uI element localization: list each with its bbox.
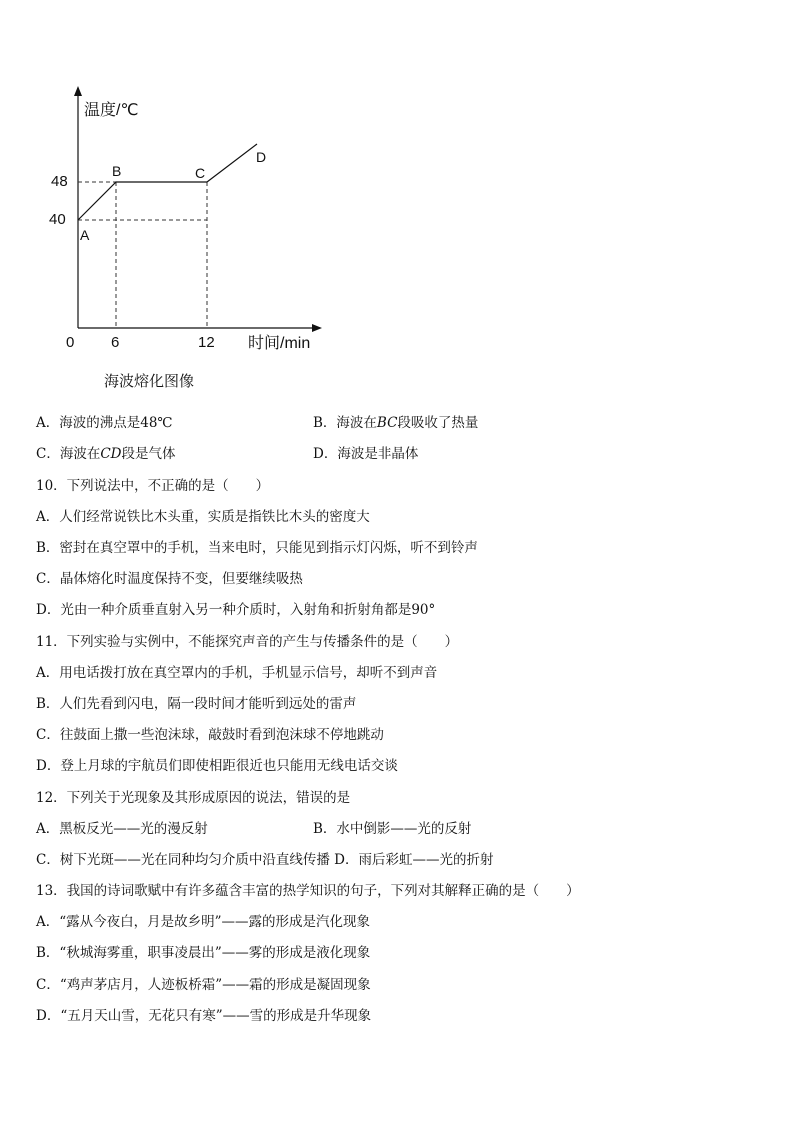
q9-option-b-pre: B．海波在 — [313, 415, 377, 431]
point-label-a: A — [80, 227, 90, 243]
y-tick-48: 48 — [51, 173, 68, 190]
q10-stem: 10．下列说法中，不正确的是（ ） — [36, 478, 270, 494]
q9-option-b-segment: BC — [376, 415, 398, 431]
melting-graph — [40, 80, 340, 360]
q9-option-b-post: 段吸收了热量 — [397, 415, 479, 431]
q11-option-c: C．往鼓面上撒一些泡沫球，敲鼓时看到泡沫球不停地跳动 — [36, 727, 384, 743]
q11-option-a: A．用电话拨打放在真空罩内的手机，手机显示信号，却听不到声音 — [36, 665, 438, 681]
x-tick-6: 6 — [111, 334, 120, 351]
q9-option-b — [313, 417, 478, 431]
x-axis-label: 时间/min — [248, 335, 311, 352]
q9-option-c-segment: CD — [100, 446, 122, 462]
q12-option-b: B．水中倒影——光的反射 — [313, 821, 472, 837]
y-tick-40: 40 — [49, 211, 66, 228]
q13-option-b: B．“秋城海雾重，职事凌晨出”——雾的形成是液化现象 — [36, 945, 371, 961]
q12-stem: 12．下列关于光现象及其形成原因的说法，错误的是 — [36, 790, 351, 806]
q9-option-c — [36, 448, 176, 462]
q9-option-c-post: 段是气体 — [121, 446, 176, 462]
q9-option-d: D．海波是非晶体 — [313, 446, 419, 462]
x-tick-12: 12 — [198, 334, 215, 351]
point-label-d: D — [256, 149, 267, 165]
q12-option-a: A．黑板反光——光的漫反射 — [36, 821, 208, 837]
q13-option-d: D．“五月天山雪，无花只有寒”——雪的形成是升华现象 — [36, 1008, 372, 1024]
q13-stem: 13．我国的诗词歌赋中有许多蕴含丰富的热学知识的句子，下列对其解释正确的是（ ） — [36, 883, 580, 899]
melting-curve — [78, 144, 257, 220]
point-label-b: B — [112, 163, 122, 179]
x-axis-arrow — [312, 324, 322, 332]
q10-option-d: D．光由一种介质垂直射入另一种介质时，入射角和折射角都是90° — [36, 602, 436, 618]
q10-option-a: A．人们经常说铁比木头重，实质是指铁比木头的密度大 — [36, 509, 370, 525]
q13-option-a: A．“露从今夜白，月是故乡明”——露的形成是汽化现象 — [36, 914, 371, 930]
q11-option-d: D．登上月球的宇航员们即使相距很近也只能用无线电话交谈 — [36, 758, 398, 774]
q11-stem: 11．下列实验与实例中，不能探究声音的产生与传播条件的是（ ） — [36, 634, 459, 650]
figure-caption: 海波熔化图像 — [104, 372, 195, 390]
origin-label: 0 — [66, 334, 75, 351]
y-axis-arrow — [74, 86, 82, 96]
q10-option-b: B．密封在真空罩中的手机，当来电时，只能见到指示灯闪烁，听不到铃声 — [36, 540, 478, 556]
q11-option-b: B．人们先看到闪电，隔一段时间才能听到远处的雷声 — [36, 696, 357, 712]
q9-option-c-pre: C．海波在 — [36, 446, 101, 462]
point-label-c: C — [195, 165, 206, 181]
y-axis-label: 温度/℃ — [84, 102, 139, 119]
q13-option-c: C．“鸡声茅店月，人迹板桥霜”——霜的形成是凝固现象 — [36, 977, 371, 993]
q10-option-c: C．晶体熔化时温度保持不变，但要继续吸热 — [36, 571, 303, 587]
q12-option-cd: C．树下光斑——光在同种均匀介质中沿直线传播 D．雨后彩虹——光的折射 — [36, 852, 494, 868]
q9-option-a: A．海波的沸点是48℃ — [36, 415, 173, 431]
